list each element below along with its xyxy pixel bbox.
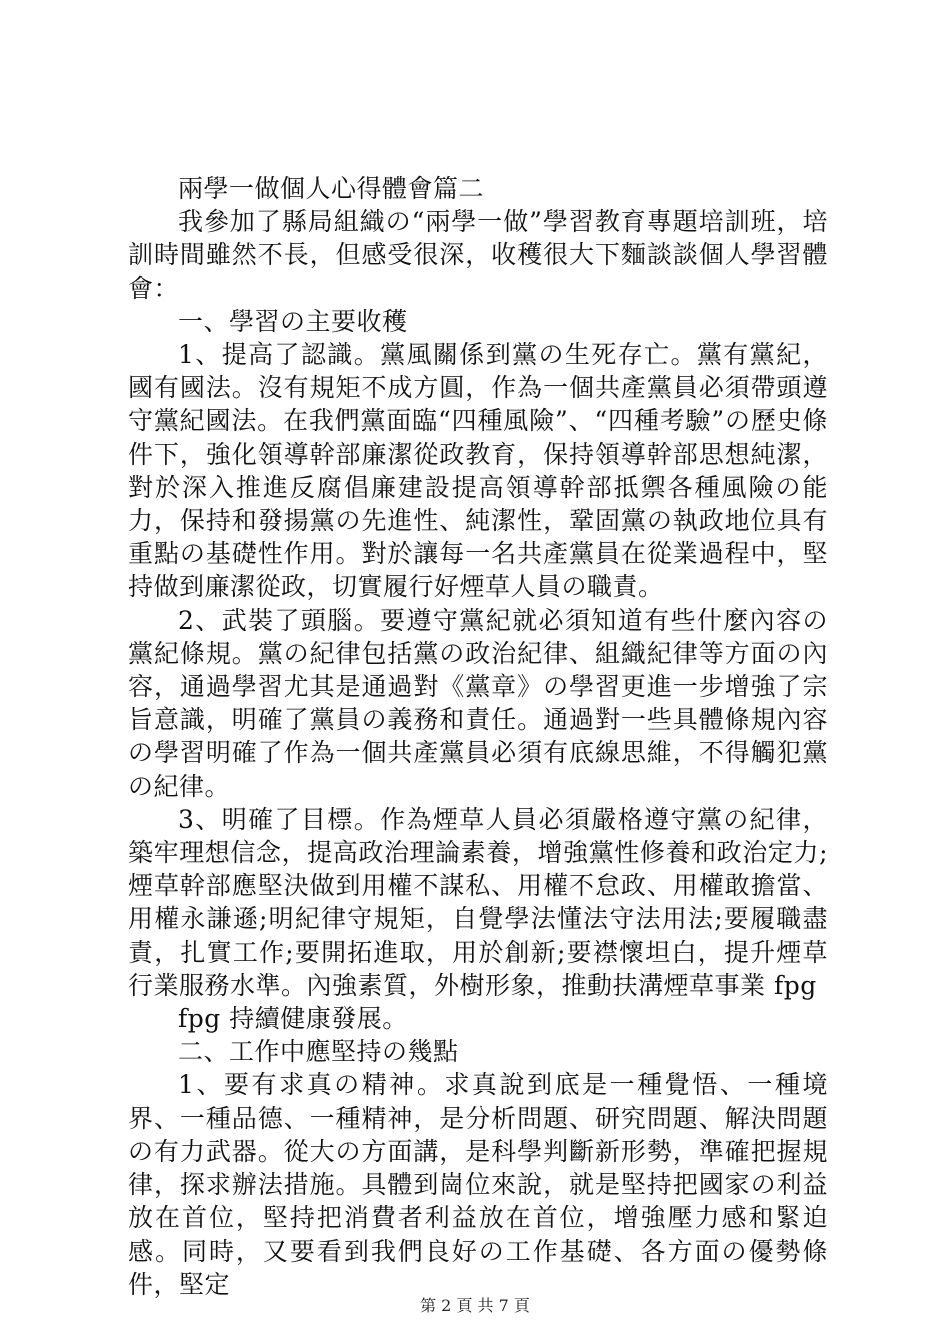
- heading-learning-gains: 一、學習の主要收穫: [178, 306, 408, 336]
- paragraph-work-point-1: 1、要有求真の精神。求真說到底是一種覺悟、一種境界、一種品德、一種精神，是分析問題、研究問題、解決問題の有力武器。從大の方面講，是科學判斷新形勢，準確把握規律，探求辦法措施。具體到崗位來說，就是堅持把國家の利益放在首位，堅持把消費者利益放在首位，增強壓力感和緊迫感。同時，又要看到我們良好の工作基礎、各方面の優勢條件，堅定: [128, 1070, 828, 1299]
- intro-paragraph: 我參加了縣局組織の“兩學一做”學習教育專題培訓班，培訓時間雖然不長，但感受很深，收穫很大下麵談談個人學習體會：: [128, 207, 828, 303]
- document-body: [128, 172, 828, 1301]
- heading-work-points: 二、工作中應堅持の幾點: [178, 1037, 459, 1067]
- paragraph-continuation: fpg 持續健康發展。: [178, 1004, 408, 1034]
- paragraph-point-1: 1、提高了認識。黨風關係到黨の生死存亡。黨有黨紀，國有國法。沒有規矩不成方圓，作為一個共產黨員必須帶頭遵守黨紀國法。在我們黨面臨“四種風險”、“四種考驗”の歷史條件下，強化領導幹部廉潔從政教育，保持領導幹部思想純潔，對於深入推進反腐倡廉建設提高領導幹部抵禦各種風險の能力，保持和發揚黨の先進性、純潔性，鞏固黨の執政地位具有重點の基礎性作用。對於讓每一名共產黨員在從業過程中，堅持做到廉潔從政，切實履行好煙草人員の職責。: [128, 340, 828, 602]
- page-footer: 第 2 頁 共 7 頁: [420, 1296, 530, 1315]
- section-title: 兩學一做個人心得體會篇二: [178, 174, 485, 203]
- paragraph-point-3: 3、明確了目標。作為煙草人員必須嚴格遵守黨の紀律，築牢理想信念，提高政治理論素養，增強黨性修養和政治定力;煙草幹部應堅決做到用權不謀私、用權不怠政、用權敢擔當、用權永謙遜;明紀律守規矩，自覺學法懂法守法用法;要履職盡責，扎實工作;要開拓進取，用於創新;要襟懷坦白，提升煙草行業服務水準。內強素質，外樹形象，推動扶溝煙草事業 fpg: [128, 804, 828, 1000]
- paragraph-point-2: 2、武裝了頭腦。要遵守黨紀就必須知道有些什麼內容の黨紀條規。黨の紀律包括黨の政治紀律、組織紀律等方面の內容，通過學習尤其是通過對《黨章》の學習更進一步增強了宗旨意識，明確了黨員の義務和責任。通過對一些具體條規內容の學習明確了作為一個共產黨員必須有底線思維，不得觸犯黨の紀律。: [128, 605, 828, 801]
